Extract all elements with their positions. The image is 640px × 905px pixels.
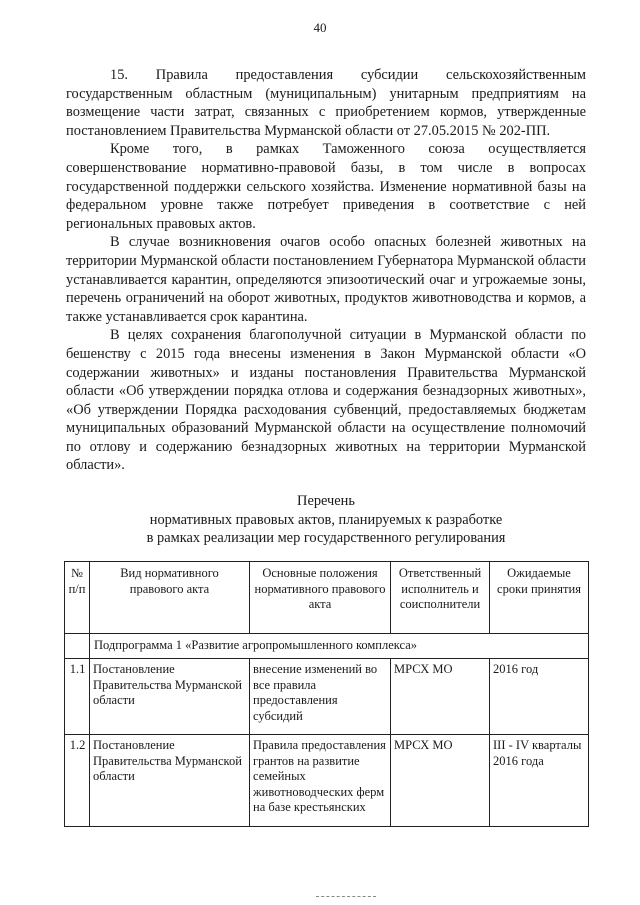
table-header-row: [65, 562, 589, 634]
regulations-table: [64, 561, 589, 827]
header-num: № п/п: [65, 562, 90, 634]
table-row: [65, 735, 589, 827]
row-provisions: Правила предоставления грантов на развитие семейных животноводческих ферм на базе крестьянских: [250, 735, 391, 827]
paragraph-customs-union: Кроме того, в рамках Таможенного союза осуществляется совершенствование нормативно-правовой базы, в том числе в вопросах государственной поддержки сельского хозяйства. Изменение нормативной базы на федеральном уровне также потребует приведения в соответствие с ней региональных правовых актов.: [66, 141, 586, 232]
row-responsible: МРСХ МО: [391, 735, 490, 827]
row-act-type: Постановление Правительства Мурманской области: [90, 735, 250, 827]
footer-divider: [316, 896, 376, 899]
row-responsible: МРСХ МО: [391, 659, 490, 735]
subprogram-row: [65, 634, 589, 659]
row-act-type: Постановление Правительства Мурманской области: [90, 659, 250, 735]
subprogram-title: Подпрограмма 1 «Развитие агропромышленного комплекса»: [90, 634, 589, 659]
header-provisions: Основные положения нормативного правового акта: [250, 562, 391, 634]
paragraph-rabies: В целях сохранения благополучной ситуации в Мурманской области по бешенству с 2015 года внесены изменения в Закон Мурманской области «О содержании животных» и изданы постановления Правительства Мурманской области «Об утверждении порядка отлова и содержания безнадзорных животных», «Об утверждении Порядка расходования субвенций, предоставляемых бюджетам муниципальных образований Мурманской области на осуществление полномочий по отлову и содержанию безнадзорных животных на территории Мурманской области».: [66, 327, 586, 474]
header-act-type: Вид нормативного правового акта: [90, 562, 250, 634]
list-heading-subtitle-2: в рамках реализации мер государственного регулирования: [146, 530, 506, 547]
row-num: 1.2: [65, 735, 90, 827]
page-number: 40: [313, 20, 327, 35]
row-num: 1.1: [65, 659, 90, 735]
paragraph-quarantine: В случае возникновения очагов особо опасных болезней животных на территории Мурманской области постановлением Губернатора Мурманской области устанавливается карантин, определяются эпизоотический очаг и угрожаемые зоны, перечень ограничений на оборот животных, продуктов животноводства и кормов, а также устанавливается срок карантина.: [66, 234, 586, 325]
row-deadline: III - IV кварталы 2016 года: [490, 735, 589, 827]
list-heading-title: Перечень: [297, 493, 355, 509]
list-heading-subtitle: нормативных правовых актов, планируемых к разработке: [149, 511, 503, 528]
row-deadline: 2016 год: [490, 659, 589, 735]
list-heading: [66, 492, 586, 548]
paragraph-item-15: 15. Правила предоставления субсидии сельскохозяйственным государственным областным (муниципальным) унитарным предприятиям на возмещение части затрат, связанных с приобретением кормов, утвержденные постановлением Правительства Мурманской области от 27.05.2015 № 202-ПП.: [66, 67, 586, 139]
header-responsible: Ответственный исполнитель и соисполнители: [391, 562, 490, 634]
header-deadline: Ожидаемые сроки принятия: [490, 562, 589, 634]
document-body: [66, 66, 586, 475]
table-row: [65, 659, 589, 735]
subprogram-num-cell: [65, 634, 90, 659]
row-provisions: внесение изменений во все правила предоставления субсидий: [250, 659, 391, 735]
